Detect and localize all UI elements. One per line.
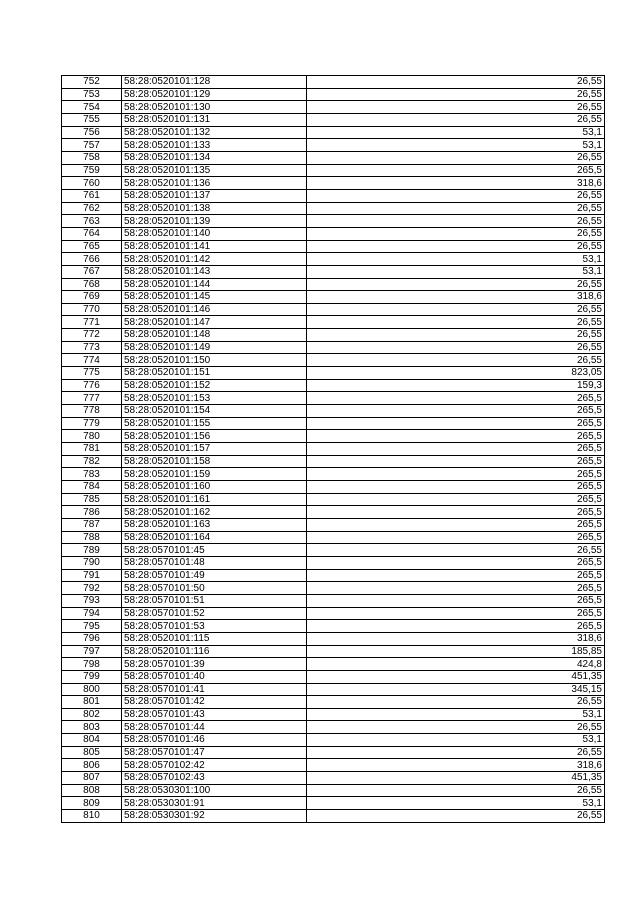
table-row — [62, 354, 605, 367]
table-row — [62, 506, 605, 519]
area-value-cell: 265,5 — [307, 556, 605, 569]
cadastral-number-cell: 58:28:0520101:157 — [122, 443, 307, 456]
table-row — [62, 645, 605, 658]
cadastral-number-cell: 58:28:0570101:48 — [122, 556, 307, 569]
cadastral-number-cell: 58:28:0530301:91 — [122, 797, 307, 810]
row-number-cell: 779 — [62, 417, 122, 430]
area-value-cell: 265,5 — [307, 582, 605, 595]
table-row — [62, 556, 605, 569]
row-number-cell: 796 — [62, 632, 122, 645]
row-number-cell: 801 — [62, 696, 122, 709]
table-row — [62, 240, 605, 253]
row-number-cell: 757 — [62, 139, 122, 152]
table-row — [62, 721, 605, 734]
table-row — [62, 746, 605, 759]
cadastral-number-cell: 58:28:0570101:53 — [122, 620, 307, 633]
row-number-cell: 807 — [62, 772, 122, 785]
table-row — [62, 569, 605, 582]
area-value-cell: 265,5 — [307, 506, 605, 519]
cadastral-number-cell: 58:28:0520101:151 — [122, 367, 307, 380]
row-number-cell: 795 — [62, 620, 122, 633]
table-row — [62, 278, 605, 291]
cadastral-number-cell: 58:28:0520101:140 — [122, 227, 307, 240]
row-number-cell: 782 — [62, 455, 122, 468]
area-value-cell: 265,5 — [307, 620, 605, 633]
row-number-cell: 803 — [62, 721, 122, 734]
table-row — [62, 759, 605, 772]
area-value-cell: 26,55 — [307, 101, 605, 114]
area-value-cell: 451,35 — [307, 670, 605, 683]
cadastral-number-cell: 58:28:0520101:158 — [122, 455, 307, 468]
table-row — [62, 177, 605, 190]
row-number-cell: 768 — [62, 278, 122, 291]
table-row — [62, 658, 605, 671]
row-number-cell: 802 — [62, 708, 122, 721]
row-number-cell: 761 — [62, 189, 122, 202]
table-row — [62, 76, 605, 89]
cadastral-number-cell: 58:28:0520101:162 — [122, 506, 307, 519]
row-number-cell: 788 — [62, 531, 122, 544]
table-row — [62, 341, 605, 354]
area-value-cell: 185,85 — [307, 645, 605, 658]
area-value-cell: 265,5 — [307, 594, 605, 607]
cadastral-number-cell: 58:28:0570102:43 — [122, 772, 307, 785]
area-value-cell: 265,5 — [307, 481, 605, 494]
row-number-cell: 754 — [62, 101, 122, 114]
cadastral-number-cell: 58:28:0520101:128 — [122, 76, 307, 89]
cadastral-number-cell: 58:28:0520101:133 — [122, 139, 307, 152]
area-value-cell: 26,55 — [307, 721, 605, 734]
table-row — [62, 544, 605, 557]
row-number-cell: 763 — [62, 215, 122, 228]
table-row — [62, 443, 605, 456]
row-number-cell: 778 — [62, 405, 122, 418]
area-value-cell: 26,55 — [307, 810, 605, 823]
cadastral-number-cell: 58:28:0520101:154 — [122, 405, 307, 418]
table-row — [62, 797, 605, 810]
cadastral-number-cell: 58:28:0570101:51 — [122, 594, 307, 607]
cadastral-number-cell: 58:28:0520101:153 — [122, 392, 307, 405]
row-number-cell: 792 — [62, 582, 122, 595]
table-row — [62, 810, 605, 823]
area-value-cell: 26,55 — [307, 189, 605, 202]
table-row — [62, 670, 605, 683]
row-number-cell: 794 — [62, 607, 122, 620]
table-row — [62, 594, 605, 607]
cadastral-number-cell: 58:28:0520101:131 — [122, 113, 307, 126]
table-row — [62, 379, 605, 392]
row-number-cell: 772 — [62, 329, 122, 342]
row-number-cell: 773 — [62, 341, 122, 354]
table-row — [62, 405, 605, 418]
area-value-cell: 53,1 — [307, 126, 605, 139]
table-row — [62, 202, 605, 215]
cadastral-number-cell: 58:28:0530301:92 — [122, 810, 307, 823]
table-row — [62, 88, 605, 101]
area-value-cell: 53,1 — [307, 797, 605, 810]
cadastral-number-cell: 58:28:0520101:143 — [122, 265, 307, 278]
cadastral-number-cell: 58:28:0520101:149 — [122, 341, 307, 354]
row-number-cell: 790 — [62, 556, 122, 569]
row-number-cell: 785 — [62, 493, 122, 506]
area-value-cell: 26,55 — [307, 329, 605, 342]
area-value-cell: 26,55 — [307, 88, 605, 101]
cadastral-number-cell: 58:28:0520101:145 — [122, 291, 307, 304]
row-number-cell: 777 — [62, 392, 122, 405]
area-value-cell: 265,5 — [307, 443, 605, 456]
area-value-cell: 318,6 — [307, 759, 605, 772]
table-row — [62, 392, 605, 405]
row-number-cell: 806 — [62, 759, 122, 772]
table-row — [62, 316, 605, 329]
cadastral-number-cell: 58:28:0520101:148 — [122, 329, 307, 342]
table-row — [62, 113, 605, 126]
cadastral-number-cell: 58:28:0520101:116 — [122, 645, 307, 658]
table-row — [62, 481, 605, 494]
cadastral-number-cell: 58:28:0570102:42 — [122, 759, 307, 772]
row-number-cell: 799 — [62, 670, 122, 683]
row-number-cell: 809 — [62, 797, 122, 810]
row-number-cell: 793 — [62, 594, 122, 607]
cadastral-table — [61, 75, 605, 823]
cadastral-number-cell: 58:28:0520101:141 — [122, 240, 307, 253]
row-number-cell: 789 — [62, 544, 122, 557]
area-value-cell: 265,5 — [307, 392, 605, 405]
table-row — [62, 607, 605, 620]
area-value-cell: 265,5 — [307, 164, 605, 177]
row-number-cell: 764 — [62, 227, 122, 240]
area-value-cell: 26,55 — [307, 215, 605, 228]
cadastral-number-cell: 58:28:0520101:161 — [122, 493, 307, 506]
table-row — [62, 253, 605, 266]
table-row — [62, 708, 605, 721]
cadastral-number-cell: 58:28:0520101:136 — [122, 177, 307, 190]
table-row — [62, 227, 605, 240]
row-number-cell: 810 — [62, 810, 122, 823]
cadastral-number-cell: 58:28:0520101:150 — [122, 354, 307, 367]
table-row — [62, 101, 605, 114]
area-value-cell: 318,6 — [307, 177, 605, 190]
table-row — [62, 139, 605, 152]
cadastral-number-cell: 58:28:0520101:156 — [122, 430, 307, 443]
area-value-cell: 159,3 — [307, 379, 605, 392]
area-value-cell: 26,55 — [307, 240, 605, 253]
row-number-cell: 758 — [62, 151, 122, 164]
area-value-cell: 26,55 — [307, 354, 605, 367]
cadastral-number-cell: 58:28:0570101:41 — [122, 683, 307, 696]
area-value-cell: 26,55 — [307, 341, 605, 354]
cadastral-number-cell: 58:28:0570101:39 — [122, 658, 307, 671]
area-value-cell: 265,5 — [307, 430, 605, 443]
table-row — [62, 329, 605, 342]
row-number-cell: 781 — [62, 443, 122, 456]
area-value-cell: 26,55 — [307, 278, 605, 291]
cadastral-number-cell: 58:28:0570101:43 — [122, 708, 307, 721]
area-value-cell: 26,55 — [307, 544, 605, 557]
table-row — [62, 417, 605, 430]
cadastral-number-cell: 58:28:0520101:115 — [122, 632, 307, 645]
cadastral-number-cell: 58:28:0520101:164 — [122, 531, 307, 544]
area-value-cell: 265,5 — [307, 607, 605, 620]
cadastral-number-cell: 58:28:0520101:155 — [122, 417, 307, 430]
row-number-cell: 804 — [62, 734, 122, 747]
table-row — [62, 189, 605, 202]
row-number-cell: 776 — [62, 379, 122, 392]
cadastral-number-cell: 58:28:0570101:42 — [122, 696, 307, 709]
row-number-cell: 765 — [62, 240, 122, 253]
row-number-cell: 759 — [62, 164, 122, 177]
cadastral-number-cell: 58:28:0570101:44 — [122, 721, 307, 734]
cadastral-number-cell: 58:28:0570101:52 — [122, 607, 307, 620]
cadastral-number-cell: 58:28:0520101:138 — [122, 202, 307, 215]
area-value-cell: 318,6 — [307, 632, 605, 645]
row-number-cell: 756 — [62, 126, 122, 139]
area-value-cell: 53,1 — [307, 708, 605, 721]
cadastral-number-cell: 58:28:0570101:46 — [122, 734, 307, 747]
area-value-cell: 26,55 — [307, 696, 605, 709]
area-value-cell: 26,55 — [307, 746, 605, 759]
spreadsheet-page — [61, 75, 605, 823]
area-value-cell: 26,55 — [307, 202, 605, 215]
row-number-cell: 780 — [62, 430, 122, 443]
row-number-cell: 752 — [62, 76, 122, 89]
cadastral-number-cell: 58:28:0520101:160 — [122, 481, 307, 494]
table-row — [62, 151, 605, 164]
area-value-cell: 26,55 — [307, 76, 605, 89]
cadastral-number-cell: 58:28:0520101:135 — [122, 164, 307, 177]
area-value-cell: 53,1 — [307, 253, 605, 266]
area-value-cell: 345,15 — [307, 683, 605, 696]
area-value-cell: 26,55 — [307, 303, 605, 316]
table-row — [62, 531, 605, 544]
area-value-cell: 26,55 — [307, 316, 605, 329]
table-row — [62, 303, 605, 316]
area-value-cell: 823,05 — [307, 367, 605, 380]
cadastral-number-cell: 58:28:0570101:47 — [122, 746, 307, 759]
area-value-cell: 265,5 — [307, 455, 605, 468]
row-number-cell: 783 — [62, 468, 122, 481]
table-row — [62, 683, 605, 696]
row-number-cell: 791 — [62, 569, 122, 582]
area-value-cell: 265,5 — [307, 518, 605, 531]
area-value-cell: 265,5 — [307, 468, 605, 481]
area-value-cell: 26,55 — [307, 151, 605, 164]
area-value-cell: 424,8 — [307, 658, 605, 671]
row-number-cell: 762 — [62, 202, 122, 215]
cadastral-number-cell: 58:28:0520101:147 — [122, 316, 307, 329]
table-row — [62, 582, 605, 595]
table-row — [62, 518, 605, 531]
table-row — [62, 430, 605, 443]
row-number-cell: 775 — [62, 367, 122, 380]
area-value-cell: 265,5 — [307, 405, 605, 418]
cadastral-number-cell: 58:28:0520101:144 — [122, 278, 307, 291]
cadastral-number-cell: 58:28:0520101:132 — [122, 126, 307, 139]
cadastral-number-cell: 58:28:0520101:163 — [122, 518, 307, 531]
cadastral-number-cell: 58:28:0520101:152 — [122, 379, 307, 392]
table-body — [62, 76, 605, 823]
table-row — [62, 455, 605, 468]
row-number-cell: 808 — [62, 784, 122, 797]
row-number-cell: 760 — [62, 177, 122, 190]
row-number-cell: 786 — [62, 506, 122, 519]
table-row — [62, 164, 605, 177]
row-number-cell: 769 — [62, 291, 122, 304]
cadastral-number-cell: 58:28:0520101:137 — [122, 189, 307, 202]
table-row — [62, 291, 605, 304]
cadastral-number-cell: 58:28:0520101:130 — [122, 101, 307, 114]
cadastral-number-cell: 58:28:0530301:100 — [122, 784, 307, 797]
row-number-cell: 797 — [62, 645, 122, 658]
area-value-cell: 53,1 — [307, 734, 605, 747]
area-value-cell: 265,5 — [307, 417, 605, 430]
row-number-cell: 787 — [62, 518, 122, 531]
cadastral-number-cell: 58:28:0520101:142 — [122, 253, 307, 266]
area-value-cell: 451,35 — [307, 772, 605, 785]
area-value-cell: 265,5 — [307, 493, 605, 506]
table-row — [62, 734, 605, 747]
table-row — [62, 367, 605, 380]
row-number-cell: 771 — [62, 316, 122, 329]
cadastral-number-cell: 58:28:0520101:134 — [122, 151, 307, 164]
row-number-cell: 770 — [62, 303, 122, 316]
table-row — [62, 632, 605, 645]
cadastral-number-cell: 58:28:0570101:45 — [122, 544, 307, 557]
row-number-cell: 800 — [62, 683, 122, 696]
cadastral-number-cell: 58:28:0520101:129 — [122, 88, 307, 101]
table-row — [62, 696, 605, 709]
area-value-cell: 53,1 — [307, 265, 605, 278]
table-row — [62, 784, 605, 797]
cadastral-number-cell: 58:28:0520101:159 — [122, 468, 307, 481]
area-value-cell: 26,55 — [307, 227, 605, 240]
table-row — [62, 126, 605, 139]
area-value-cell: 26,55 — [307, 784, 605, 797]
table-row — [62, 772, 605, 785]
row-number-cell: 755 — [62, 113, 122, 126]
area-value-cell: 265,5 — [307, 569, 605, 582]
table-row — [62, 620, 605, 633]
cadastral-number-cell: 58:28:0570101:50 — [122, 582, 307, 595]
table-row — [62, 493, 605, 506]
area-value-cell: 53,1 — [307, 139, 605, 152]
cadastral-number-cell: 58:28:0570101:40 — [122, 670, 307, 683]
area-value-cell: 26,55 — [307, 113, 605, 126]
row-number-cell: 784 — [62, 481, 122, 494]
table-row — [62, 265, 605, 278]
row-number-cell: 766 — [62, 253, 122, 266]
row-number-cell: 774 — [62, 354, 122, 367]
cadastral-number-cell: 58:28:0520101:146 — [122, 303, 307, 316]
area-value-cell: 318,6 — [307, 291, 605, 304]
cadastral-number-cell: 58:28:0520101:139 — [122, 215, 307, 228]
cadastral-number-cell: 58:28:0570101:49 — [122, 569, 307, 582]
row-number-cell: 767 — [62, 265, 122, 278]
table-row — [62, 468, 605, 481]
row-number-cell: 753 — [62, 88, 122, 101]
row-number-cell: 805 — [62, 746, 122, 759]
area-value-cell: 265,5 — [307, 531, 605, 544]
row-number-cell: 798 — [62, 658, 122, 671]
table-row — [62, 215, 605, 228]
